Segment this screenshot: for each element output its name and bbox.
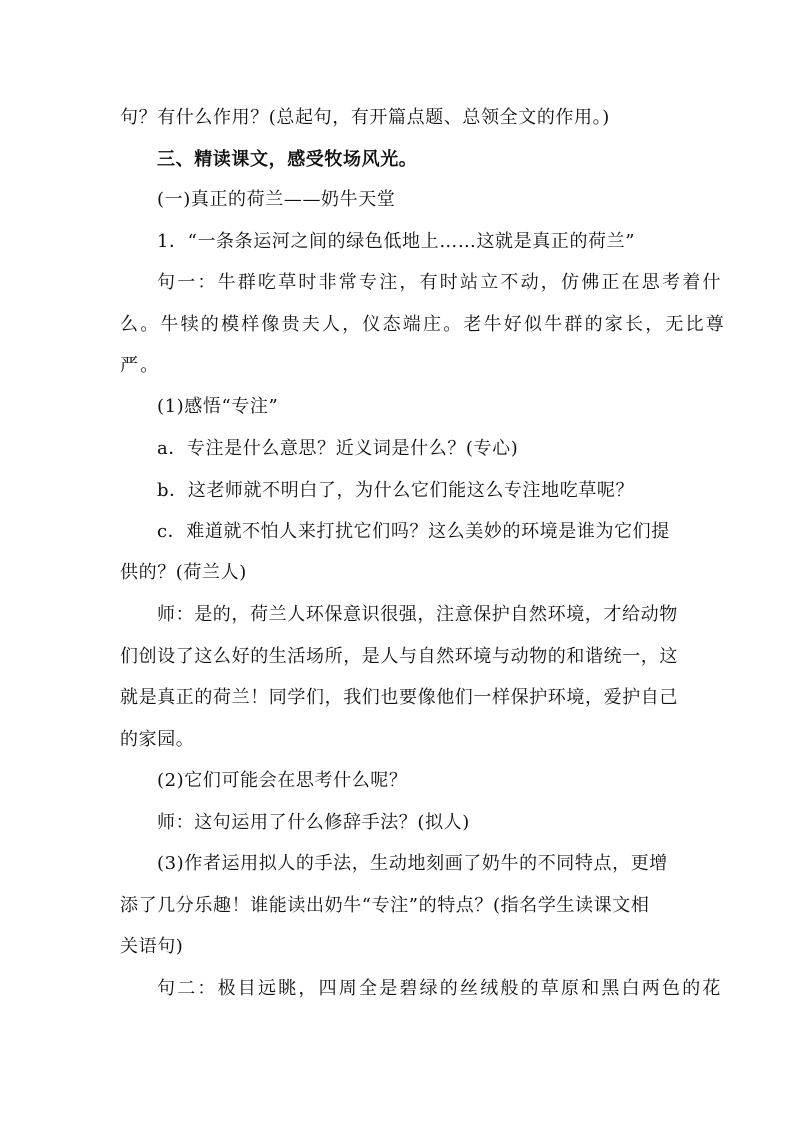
- text-line: (2)它们可能会在思考什么呢？: [157, 770, 408, 791]
- quote-line: 句二：极目远眺，四周全是碧绿的丝绒般的草原和黑白两色的花: [157, 978, 723, 999]
- subsection-heading: (一)真正的荷兰——奶牛天堂: [157, 189, 396, 210]
- text-line: 添了几分乐趣！谁能读出奶牛“专注”的特点？(指名学生读课文相: [120, 895, 650, 916]
- text-line: 供的？(荷兰人): [120, 562, 247, 583]
- quote-line: 严。: [120, 355, 161, 376]
- text-line: 关语句): [120, 936, 184, 957]
- text-line: (1)感悟“专注”: [157, 396, 279, 417]
- text-line: 师：是的，荷兰人环保意识很强，注意保护自然环境，才给动物: [157, 604, 678, 625]
- text-line: 师：这句运用了什么修辞手法？(拟人): [157, 812, 470, 833]
- text-line: c．难道就不怕人来打扰它们吗？这么美妙的环境是谁为它们提: [157, 521, 670, 542]
- text-line: 们创设了这么好的生活场所，是人与自然环境与动物的和谐统一，这: [120, 646, 678, 667]
- text-line: 句？有什么作用？(总起句，有开篇点题、总领全文的作用。): [120, 107, 610, 128]
- quote-line: 句一：牛群吃草时非常专注，有时站立不动，仿佛正在思考着什: [157, 272, 723, 293]
- quote-line: 么。牛犊的模样像贵夫人，仪态端庄。老牛好似牛群的家长，无比尊: [120, 314, 726, 335]
- text-line: 的家园。: [120, 729, 195, 750]
- text-line: 就是真正的荷兰！同学们，我们也要像他们一样保护环境，爱护自己: [120, 687, 678, 708]
- text-line: a．专注是什么意思？近义词是什么？(专心): [157, 438, 519, 459]
- text-line: (3)作者运用拟人的手法，生动地刻画了奶牛的不同特点，更增: [157, 853, 668, 874]
- text-line: b．这老师就不明白了，为什么它们能这么专注地吃草呢？: [157, 480, 635, 501]
- section-heading: 三、精读课文，感受牧场风光。: [157, 149, 418, 170]
- text-line: 1．“一条条运河之间的绿色低地上……这就是真正的荷兰”: [157, 231, 636, 252]
